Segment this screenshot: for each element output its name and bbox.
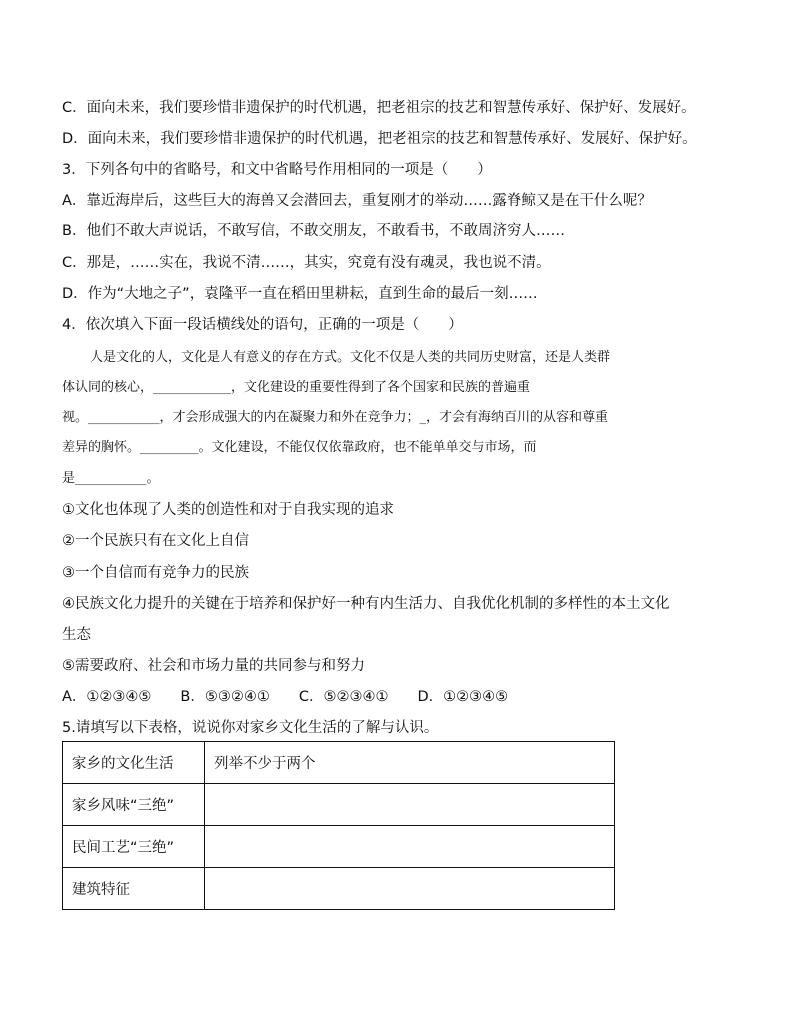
table-cell-value[interactable] bbox=[205, 826, 615, 868]
table-row bbox=[63, 868, 615, 910]
q4-item-4-continued: 生态 bbox=[62, 627, 91, 643]
q4-answer-options: A．①②③④⑤ B．⑤③②④① C．⑤②③④① D．①②③④⑤ bbox=[62, 689, 509, 705]
q3-option-b: B．他们不敢大声说话，不敢写信，不敢交朋友，不敢看书，不敢周济穷人…… bbox=[62, 223, 565, 239]
table-cell-value[interactable] bbox=[205, 868, 615, 910]
q5-stem: 5.请填写以下表格，说说你对家乡文化生活的了解与认识。 bbox=[62, 720, 439, 736]
q2-option-d: D．面向未来，我们要珍惜非遗保护的时代机遇，把老祖宗的技艺和智慧传承好、发展好、保护好。 bbox=[62, 131, 697, 147]
table-row bbox=[63, 742, 615, 784]
table-cell-label: 家乡风味“三绝” bbox=[63, 784, 205, 826]
q3-option-c: C．那是，……实在，我说不清……，其实，究竟有没有魂灵，我也说不清。 bbox=[62, 255, 551, 271]
q4-item-5: ⑤需要政府、社会和市场力量的共同参与和努力 bbox=[62, 658, 365, 674]
q4-item-2: ②一个民族只有在文化上自信 bbox=[62, 533, 249, 549]
table-cell-label: 民间工艺“三绝” bbox=[63, 826, 205, 868]
table-cell-value[interactable] bbox=[205, 784, 615, 826]
q3-option-d: D．作为“大地之子”，袁隆平一直在稻田里耕耘，直到生命的最后一刻…… bbox=[62, 286, 538, 302]
q4-passage-line-2: 体认同的核心，____________，文化建设的重要性得到了各个国家和民族的普遍重 bbox=[62, 380, 531, 395]
q4-item-1: ①文化也体现了人类的创造性和对于自我实现的追求 bbox=[62, 502, 394, 518]
q2-option-c: C．面向未来，我们要珍惜非遗保护的时代机遇，把老祖宗的技艺和智慧传承好、保护好、发展好。 bbox=[62, 100, 696, 116]
q4-item-3: ③一个自信而有竞争力的民族 bbox=[62, 565, 249, 581]
q4-stem: 4．依次填入下面一段话横线处的语句，正确的一项是（ ） bbox=[62, 317, 463, 333]
q4-passage-line-1: 人是文化的人，文化是人有意义的存在方式。文化不仅是人类的共同历史财富，还是人类群 bbox=[90, 350, 611, 365]
q4-passage-line-4: 差异的胸怀。_________。文化建设，不能仅仅依靠政府，也不能单单交与市场，而 bbox=[62, 440, 537, 455]
q4-passage-line-3: 视。___________，才会形成强大的内在凝聚力和外在竞争力；_，才会有海纳百川的从容和尊重 bbox=[62, 410, 609, 425]
table-row bbox=[63, 826, 615, 868]
q3-stem: 3．下列各句中的省略号，和文中省略号作用相同的一项是（ ） bbox=[62, 162, 492, 178]
table-cell-value[interactable]: 列举不少于两个 bbox=[205, 742, 615, 784]
table-row bbox=[63, 784, 615, 826]
q4-passage-line-5: 是___________。 bbox=[62, 471, 160, 486]
q3-option-a: A．靠近海岸后，这些巨大的海兽又会潜回去，重复刚才的举动……露脊鲸又是在干什么呢？ bbox=[62, 193, 652, 209]
table-cell-label: 建筑特征 bbox=[63, 868, 205, 910]
table-cell-label: 家乡的文化生活 bbox=[63, 742, 205, 784]
hometown-culture-table bbox=[62, 741, 615, 910]
q4-item-4: ④民族文化力提升的关键在于培养和保护好一种有内生活力、自我优化机制的多样性的本土文化 bbox=[62, 596, 670, 612]
